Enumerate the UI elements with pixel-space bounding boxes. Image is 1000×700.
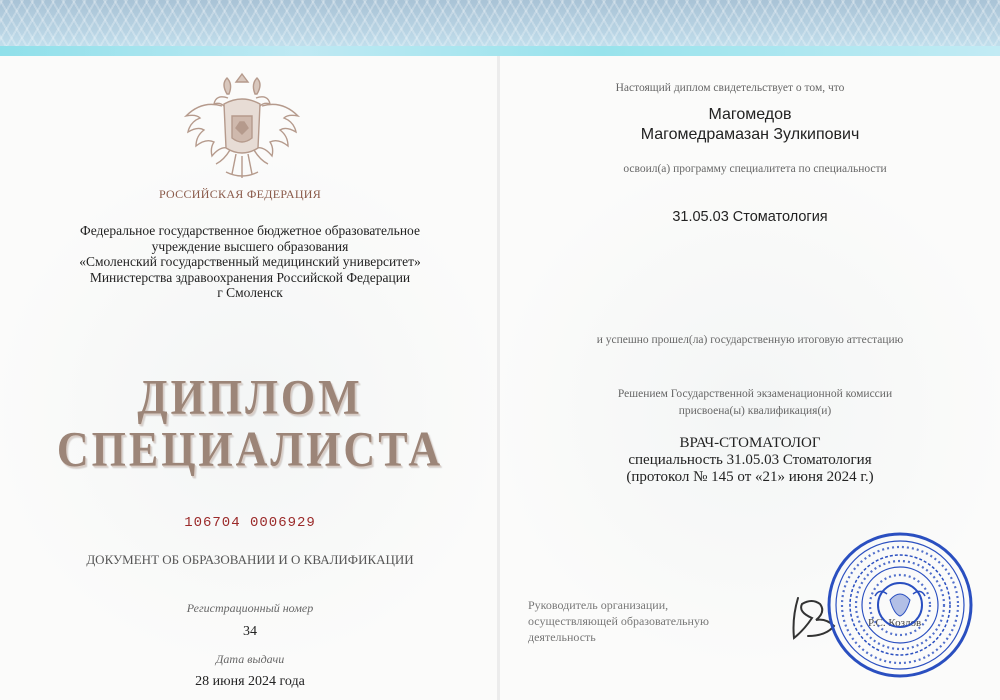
organization-line: учреждение высшего образования [151,238,349,254]
head-label-line: Руководитель организации, [528,598,669,612]
decorative-top-band [0,0,1000,56]
commission-line: Решением Государственной экзаменационной комиссии [617,388,893,400]
head-label-line: осуществляющей образовательную [528,614,709,628]
graduate-given-names: Магомедрамазан Зулкипович [640,126,860,143]
qualification-specialty: специальность 31.05.03 Стоматология [628,452,872,468]
issue-date-label: Дата выдачи [215,652,285,666]
organization-block [40,223,460,301]
document-type: ДОКУМЕНТ ОБ ОБРАЗОВАНИИ И О КВАЛИФИКАЦИИ [86,552,414,567]
organization-line: Министерства здравоохранения Российской Федерации [89,269,411,285]
double-headed-eagle-emblem-icon [182,72,302,184]
organization-line: «Смоленский государственный медицинский университет» [79,254,421,269]
issue-date: 28 июня 2024 года [195,674,305,689]
qualification: ВРАЧ-СТОМАТОЛОГ [679,435,821,451]
commission-line: присвоена(ы) квалификация(и) [678,405,832,417]
certifies-text: Настоящий диплом свидетельствует о том, что [615,82,845,94]
registration-number-label: Регистрационный номер [186,601,314,615]
head-of-organization-label [528,597,768,645]
country-name: РОССИЙСКАЯ ФЕДЕРАЦИЯ [158,187,322,201]
protocol: (протокол № 145 от «21» июня 2024 г.) [626,469,874,485]
diploma-title: ДИПЛОМ [137,370,363,425]
diploma-subtitle: СПЕЦИАЛИСТА [56,422,444,477]
organization-line: Федеральное государственное бюджетное образовательное [80,223,420,238]
head-label-line: деятельность [528,630,596,644]
head-name: Р.С. Козлов [868,617,922,629]
serial-number: 106704 0006929 [184,515,316,531]
registration-number: 34 [243,624,257,639]
organization-line: г Смоленск [217,285,283,300]
program-text: освоил(а) программу специалитета по специальности [623,163,887,175]
round-seal-stamp-icon [825,530,975,680]
specialty: 31.05.03 Стоматология [672,209,828,225]
graduate-surname: Магомедов [708,106,792,123]
attestation-text: и успешно прошел(ла) государственную итоговую аттестацию [596,334,904,346]
